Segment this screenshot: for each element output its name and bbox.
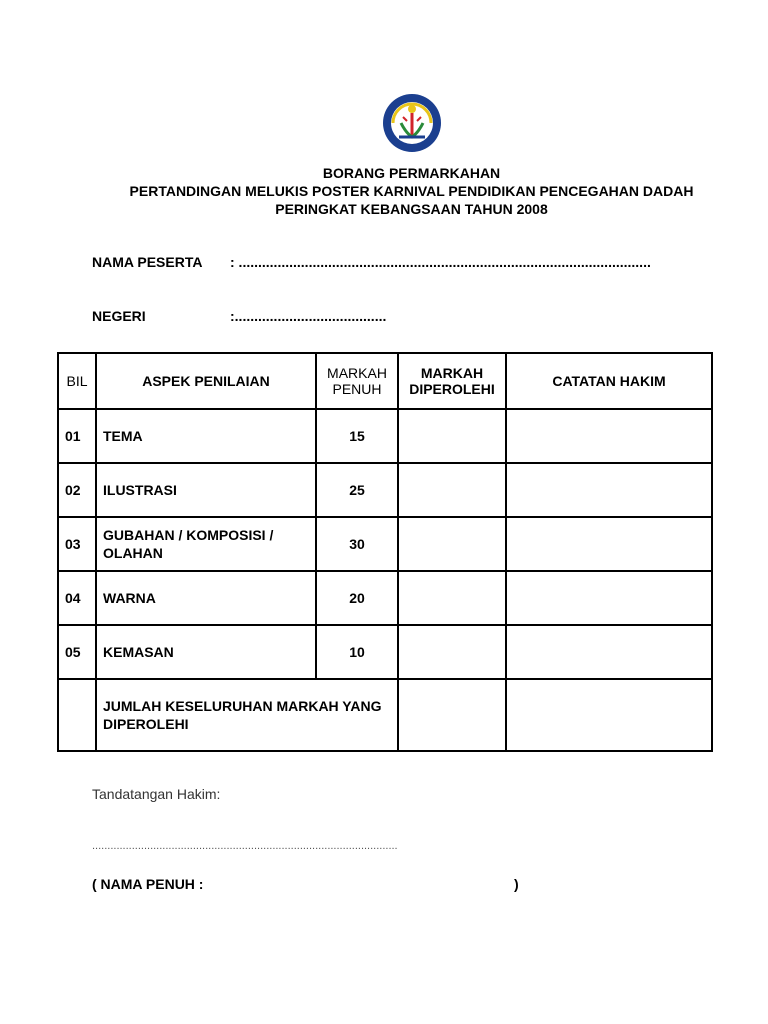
row-markah-diperolehi-cell[interactable] [398, 571, 506, 625]
header-aspek: ASPEK PENILAIAN [96, 353, 316, 409]
table-header-row [58, 353, 712, 409]
form-title: BORANG PERMARKAHAN [322, 165, 501, 181]
row-bil: 01 [58, 409, 96, 463]
nama-peserta-field[interactable]: : .......................................................................................................... [230, 254, 651, 270]
row-aspek: TEMA [96, 409, 316, 463]
header-penuh-line1: MARKAH [327, 365, 387, 381]
table-row [58, 625, 712, 679]
signature-label: Tandatangan Hakim: [92, 786, 221, 802]
negeri-label: NEGERI [92, 308, 146, 324]
row-markah-penuh: 25 [316, 463, 398, 517]
row-bil: 02 [58, 463, 96, 517]
header-markah-diperolehi [398, 353, 506, 409]
row-catatan-cell[interactable] [506, 463, 712, 517]
row-aspek: WARNA [96, 571, 316, 625]
total-catatan-cell[interactable] [506, 679, 712, 751]
row-markah-penuh: 15 [316, 409, 398, 463]
row-aspek: ILUSTRASI [96, 463, 316, 517]
table-row [58, 517, 712, 571]
row-markah-penuh: 10 [316, 625, 398, 679]
header-markah-penuh [316, 353, 398, 409]
row-markah-diperolehi-cell[interactable] [398, 625, 506, 679]
row-catatan-cell[interactable] [506, 571, 712, 625]
signature-line[interactable]: .................................................................................................... [92, 840, 398, 852]
table-row [58, 571, 712, 625]
row-markah-penuh: 20 [316, 571, 398, 625]
nama-peserta-label: NAMA PESERTA [92, 254, 203, 270]
row-aspek: GUBAHAN / KOMPOSISI / OLAHAN [96, 517, 316, 571]
row-bil: 04 [58, 571, 96, 625]
total-bil-cell [58, 679, 96, 751]
row-catatan-cell[interactable] [506, 625, 712, 679]
header-catatan-hakim: CATATAN HAKIM [506, 353, 712, 409]
row-markah-diperolehi-cell[interactable] [398, 409, 506, 463]
row-markah-diperolehi-cell[interactable] [398, 463, 506, 517]
table-row [58, 409, 712, 463]
form-subtitle: PERTANDINGAN MELUKIS POSTER KARNIVAL PENDIDIKAN PENCEGAHAN DADAH [129, 183, 694, 199]
total-markah-diperolehi-cell[interactable] [398, 679, 506, 751]
header-penuh-line2: PENUH [332, 381, 382, 397]
row-bil: 03 [58, 517, 96, 571]
header-bil: BIL [58, 353, 96, 409]
row-bil: 05 [58, 625, 96, 679]
total-label: JUMLAH KESELURUHAN MARKAH YANG DIPEROLEHI [96, 679, 398, 751]
row-catatan-cell[interactable] [506, 517, 712, 571]
nama-penuh-label: ( NAMA PENUH : [92, 876, 204, 892]
row-markah-penuh: 30 [316, 517, 398, 571]
scoring-table [57, 352, 713, 752]
header-diper-line1: MARKAH [420, 365, 484, 381]
row-catatan-cell[interactable] [506, 409, 712, 463]
header-diper-line2: DIPEROLEHI [409, 381, 495, 397]
negeri-field[interactable]: :....................................... [230, 308, 387, 324]
table-total-row [58, 679, 712, 751]
ministry-crest-icon [381, 93, 443, 153]
table-row [58, 463, 712, 517]
row-markah-diperolehi-cell[interactable] [398, 517, 506, 571]
form-subtitle-level: PERINGKAT KEBANGSAAN TAHUN 2008 [275, 201, 548, 217]
nama-penuh-close: ) [514, 876, 519, 892]
row-aspek: KEMASAN [96, 625, 316, 679]
